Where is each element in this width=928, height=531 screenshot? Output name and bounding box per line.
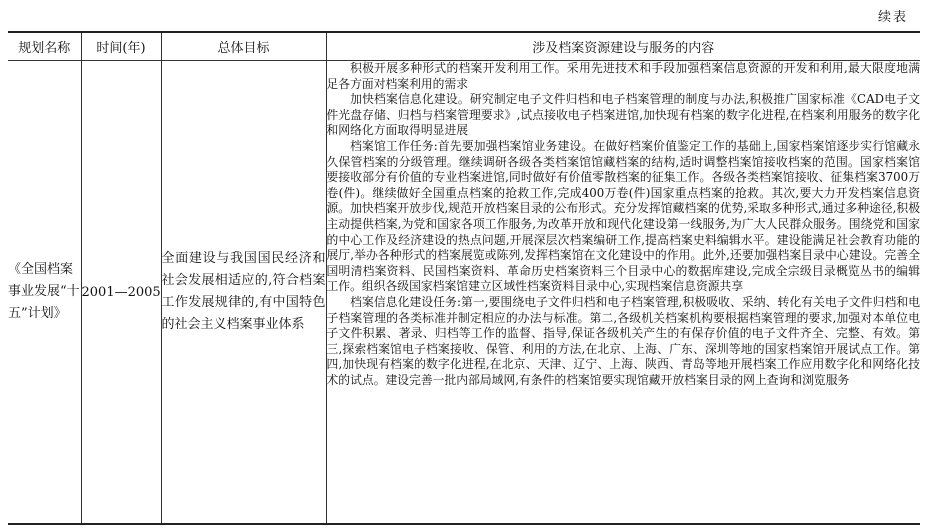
cell-goal: 全面建设与我国国民经济和社会发展相适应的,符合档案工作发展规律的,有中国特色的社会主义档案事业体系 xyxy=(161,61,326,525)
cell-content xyxy=(326,61,920,525)
content-paragraph: 积极开展多种形式的档案开发利用工作。采用先进技术和手段加强档案信息资源的开发和利用,最大限度地满足各方面对档案利用的需求 xyxy=(326,61,920,91)
table-header-row xyxy=(8,32,920,61)
header-goal: 总体目标 xyxy=(161,32,326,61)
header-plan-name: 规划名称 xyxy=(8,32,81,61)
plan-table xyxy=(8,31,920,525)
cell-plan-name: 《全国档案事业发展“十五”计划》 xyxy=(8,61,81,525)
continued-label: 续表 xyxy=(877,10,908,25)
content-paragraph: 档案馆工作任务:首先要加强档案馆业务建设。在做好档案价值鉴定工作的基础上,国家档案馆逐步实行馆藏永久保管档案的分级管理。继续调研各级各类档案馆馆藏档案的结构,适时调整档案馆接收档案的范围。国家档案馆要接收部分有价值的专业档案进馆,同时做好有价值零散档案的征集工作。各级各类档案馆接收、征集档案3700万卷(件)。继续做好全国重点档案的抢救工作,完成400万卷(件)国家重点档案的抢救。其次,要大力开发档案信息资源。加快档案开放步伐,规范开放档案目录的公布形式。充分发挥馆藏档案的优势,采取多种形式,通过多种途径,积极主动提供档案,为党和国家各项工作服务,为改革开放和现代化建设第一线服务,为广大人民群众服务。围绕党和国家的中心工作及经济建设的热点问题,开展深层次档案编研工作,提高档案史料编辑水平。建设能满足社会教育功能的展厅,举办各种形式的档案展览或陈列,发挥档案馆在文化建设中的作用。此外,还要加强档案目录中心建设。完善全国明清档案资料、民国档案资料、革命历史档案资料三个目录中心的数据库建设,完成全宗级目录概览丛书的编辑工作。组织各级国家档案馆建立区域性档案资料目录中心,实现档案信息资源共享 xyxy=(326,138,920,294)
table-row xyxy=(8,61,920,525)
header-time: 时间(年) xyxy=(81,32,161,61)
header-content: 涉及档案资源建设与服务的内容 xyxy=(326,32,920,61)
cell-time: 2001—2005 xyxy=(81,61,161,525)
content-paragraph: 加快档案信息化建设。研究制定电子文件归档和电子档案管理的制度与办法,积极推广国家标准《CAD电子文件光盘存储、归档与档案管理要求》,试点接收电子档案进馆,加快现有档案的数字化进程,在档案利用服务的数字化和网络化方面取得明显进展 xyxy=(326,92,920,138)
content-paragraph: 档案信息化建设任务:第一,要围绕电子文件归档和电子档案管理,积极吸收、采纳、转化有关电子文件归档和电子档案管理的各类标准并制定相应的办法与标准。第二,各级机关档案机构要根据档案管理的要求,加强对本单位电子文件积累、著录、归档等工作的监督、指导,保证各级机关产生的有保存价值的电子文件齐全、完整、有效。第三,探索档案馆电子档案接收、保管、利用的方法,在北京、上海、广东、深圳等地的国家档案馆开展试点工作。第四,加快现有档案的数字化进程,在北京、天津、辽宁、上海、陕西、青岛等地开展档案工作应用数字化和网络化技术的试点。建设完善一批内部局域网,有条件的档案馆要实现馆藏开放档案目录的网上查询和浏览服务 xyxy=(326,294,920,387)
